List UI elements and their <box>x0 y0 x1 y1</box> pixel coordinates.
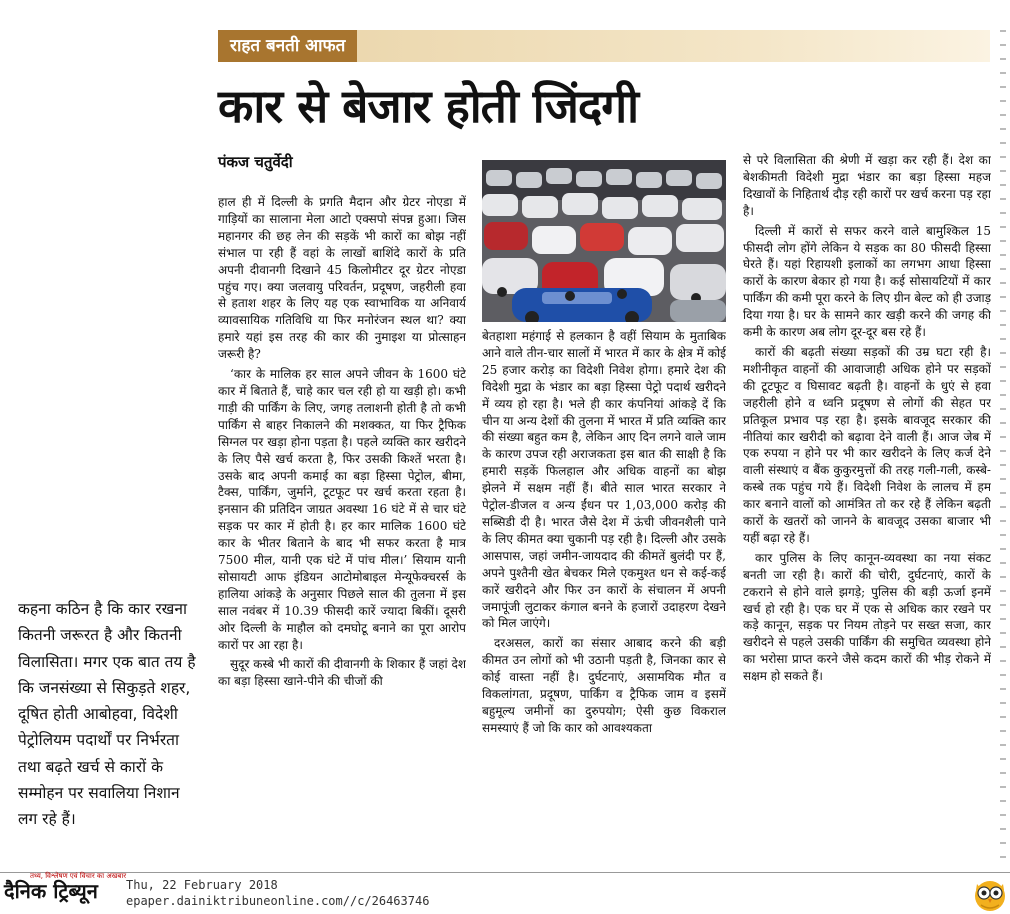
footer <box>0 872 1010 914</box>
paragraph: ‘कार के मालिक हर साल अपने जीवन के 1600 घंटे कार में बिताते हैं, चाहे कार चल रही हो या खड़ी हो। कभी गाड़ी की पार्किंग के लिए, जगह तलाशनी होती है तो कभी पार्किंग से बाहर निकालने की मशक्कत, या फिर ट्रैफिक सिग्नल पर खड़ा होना पड़ता है। पहले व्यक्ति कार खरीदने के लिए पैसे खर्च करता है, फिर उसकी किश्तें भरता है। उसके बाद अपनी कमाई का बड़ा हिस्सा पेट्रोल, बीमा, टैक्स, पार्किंग, जुर्माने, टूटफूट पर खर्च करता रहता है। इनसान की प्रतिदिन जाग्रत अवस्था 16 घंटे में से चार घंटे सड़क पर कार में होती है। हर कार मालिक 1600 घंटे कार के भीतर बिताने के बाद भी सफर करता है मात्र 7500 मील, यानी एक घंटे में पांच मील।’ सियाम यानी सोसायटी आफ इंडियन आटोमोबाइल मेन्यूफेक्चरर्स के हालिया आंकड़े के अनुसार पिछले साल की तुलना में इस साल नवंबर में 10.39 फीसदी कारें ज्यादा बिकीं। दूसरी ओर दिल्ली के माहौल को दमघोटू बनाने का पूरा आरोप कारों पर आ रहा है। <box>218 367 466 652</box>
masthead-tagline: तथ्य, विश्लेषण एवं विचार का अखबार <box>30 872 127 880</box>
epaper-url[interactable]: epaper.dainiktribuneonline.com//c/26463746 <box>126 894 430 908</box>
kicker-band <box>218 30 990 62</box>
column-rule <box>1000 30 1006 860</box>
byline: पंकज चतुर्वेदी <box>218 153 293 171</box>
article-column-3 <box>743 152 991 840</box>
paragraph: बेतहाशा महंगाई से हलकान है वहीं सियाम के मुताबिक आने वाले तीन-चार सालों में भारत में कार के क्षेत्र में कोई 25 हजार करोड़ का विदेशी निवेश होगा। हमारे देश की विदेशी मुद्रा के भंडार का बड़ा हिस्सा पेट्रो पदार्थ खरीदने में व्यय हो रहा है। भले ही कार कंपनियां आंकड़े दें कि चीन या अन्य देशों की तुलना में भारत में प्रति व्यक्ति कार की संख्या बहुत कम है, लेकिन आए दिन लगने वाले जाम के कारण उपज रही अराजकता इस बात की साक्षी है कि हमारी सड़कें फिलहाल और अधिक वाहनों का बोझ झेलने में सक्षम नहीं हैं। बीते साल भारत सरकार ने पेट्रोल-डीजल व अन्य ईंधन पर 1,03,000 करोड़ की सब्सिडी दी है। भारत जैसे देश में ऊंची जीवनशैली पाने के लिए कीमत क्या चुकानी पड़ रही है। दिल्ली और उसके आसपास, जहां जमीन-जायदाद की कीमतें बुलंदी पर हैं, अपने पुश्तैनी खेत बेचकर मिले एकमुश्त धन से कई-कई कारें खरीदने और फिर उन कारों के संचालन में अपनी जमापूंजी लुटाकर कंगाल बनने के हजारों उदाहरण देखने को मिल जाएंगे। <box>482 329 726 631</box>
photo-illustration <box>482 160 726 322</box>
paragraph: हाल ही में दिल्ली के प्रगति मैदान और ग्रेटर नोएडा में गाड़ियों का सालाना मेला आटो एक्सपो संपन्न हुआ। जिस महानगर की छह लेन की सड़कें भी कारों का बोझ नहीं संभाल पा रही हैं वहां के लाखों बाशिंदे कारों के प्रति अपनी दीवानगी दिखाने 45 किलोमीटर दूर ग्रेटर नोएडा पहुंच गए। क्या जलवायु परिवर्तन, प्रदूषण, जहरीली हवा से हताश शहर के लिए यह एक स्वाभाविक या अनिवार्य व्यावसायिक गतिविधि या फिर मनोरंजन स्थल था? क्या हमारे यहां इस तरह की कार की नुमाइश या प्रोत्साहन जरूरी है? <box>218 195 466 362</box>
owl-logo-icon <box>972 874 1008 912</box>
paragraph: दरअसल, कारों का संसार आबाद करने की बड़ी कीमत उन लोगों को भी उठानी पड़ती है, जिनका कार से कोई वास्ता नहीं है। दुर्घटनाएं, असामयिक मौत व विकलांगता, प्रदूषण, पार्किंग व ट्रैफिक जाम व इसमें बहुमूल्य जमीनों का दुरुपयोग; ऐसी कुछ विकराल समस्याएं हैं जो कि कार को आवश्यकता <box>482 636 726 735</box>
article-column-1 <box>218 194 466 840</box>
footer-divider <box>0 872 1010 873</box>
edition-date: Thu, 22 February 2018 <box>126 878 278 892</box>
kicker-label: राहत बनती आफत <box>218 30 357 62</box>
paragraph: से परे विलासिता की श्रेणी में खड़ा कर रही हैं। देश का बेशकीमती विदेशी मुद्रा भंडार का बड़ा हिस्सा महज दिखावों के निहितार्थ दौड़ रही कारों पर खर्च करना पड़ रहा है। <box>743 153 991 218</box>
paragraph: कार पुलिस के लिए कानून-व्यवस्था का नया संकट बनती जा रही है। कारों की चोरी, दुर्घटनाएं, कारों के टकराने से होने वाले झगड़े; पुलिस की बड़ी ऊर्जा इनमें खर्च हो रही है। एक घर में एक से अधिक कार रखने पर कड़े कानून, सड़क पर नियम तोड़ने पर सख्त सजा, कार खरीदने से पहले उसकी पार्किंग की समुचित व्यवस्था होने का भरोसा प्राप्त करने जैसे कदम कारों की भीड़ रोकने में सक्षम हो सकते हैं। <box>743 550 991 684</box>
paragraph: दिल्ली में कारों से सफर करने वाले बामुश्किल 15 फीसदी लोग होंगे लेकिन ये सड़क का 80 फीसदी हिस्सा घेरते हैं। यहां रिहायशी इलाकों का लगभग आधा हिस्सा कारों के कारण बेकार हो गया है। कई सोसायटियों में कार पार्किंग की कमी पूरा करने के लिए ग्रीन बेल्ट को ही उजाड़ दिया गया है। घर के सामने कार खड़ी करने की जगह की कमी के कारण अब लोग दूर-दूर बस रहे हैं। <box>743 223 991 340</box>
paragraph: कारों की बढ़ती संख्या सड़कों की उम्र घटा रही है। मशीनीकृत वाहनों की आवाजाही अधिक होने पर सड़कों की टूटफूट व घिसावट बढ़ती है। वाहनों के धुएं से हवा जहरीली होने व ध्वनि प्रदूषण से लोगों की सेहत पर प्रतिकूल प्रभाव पड़ रहा है। इसके बावजूद सरकार की नीतियां कार खरीदी को बढ़ावा देने वाली हैं। आज जेब में एक रुपया न होने पर भी कार खरीदने के लिए कर्ज देने वाली संस्थाएं व बैंक कुकुरमुत्तों की तरह गली-गली, कस्बे-कस्बे तक पहुंच गये हैं। विदेशी निवेश के लालच में हम कार बनाने वालों को आमंत्रित तो कर रहे हैं लेकिन बढ़ती कारों के खतरों को जानने के बावजूद उसका बाजार भी यहीं बढ़ा रहे हैं। <box>743 344 991 545</box>
paragraph: सुदूर कस्बे भी कारों की दीवानगी के शिकार हैं जहां देश का बड़ा हिस्सा खाने-पीने की चीजों की <box>218 657 466 689</box>
masthead-logo: दैनिक ट्रिब्यून <box>4 879 98 903</box>
parked-cars-photo <box>482 160 726 322</box>
article-column-2 <box>482 328 726 840</box>
pull-quote: कहना कठिन है कि कार रखना कितनी जरूरत है और कितनी विलासिता। मगर एक बात तय है कि जनसंख्या से सिकुड़ते शहर, दूषित होती आबोहवा, विदेशी पेट्रोलियम पदार्थों पर निर्भरता तथा बढ़ते खर्च से कारों के सम्मोहन पर सवालिया निशान लग रहे हैं। <box>18 600 196 829</box>
headline: कार से बेजार होती जिंदगी <box>218 79 639 133</box>
